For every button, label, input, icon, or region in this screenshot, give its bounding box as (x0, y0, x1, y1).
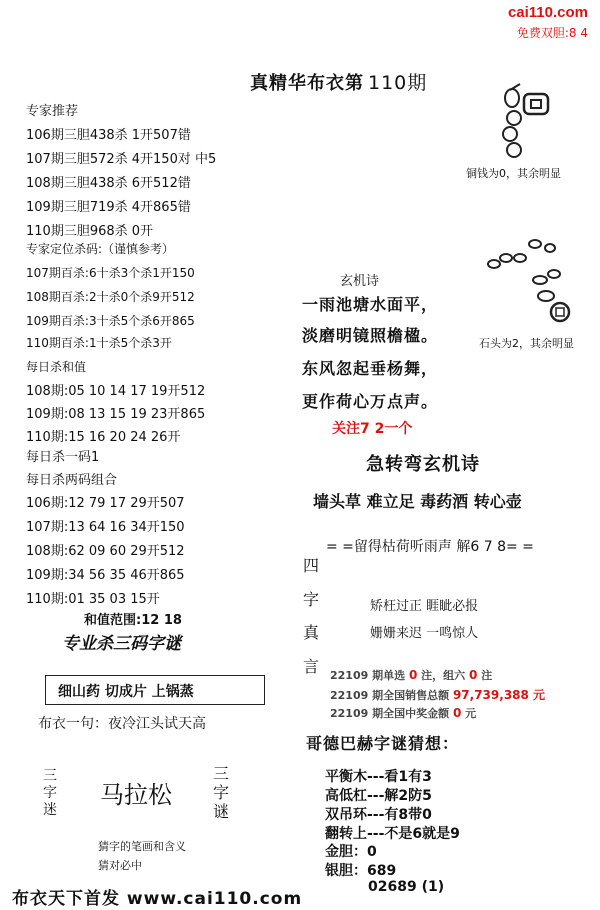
pair-kill-line: 106期:12 79 17 29开507 (26, 496, 185, 511)
riddle-text: 细山药 切成片 上锅蒸 (58, 684, 194, 700)
expert-line: 106期三胆438杀 1开507错 (26, 128, 191, 143)
page-title (250, 68, 427, 95)
expert-line: 109期三胆719杀 4开865错 (26, 200, 191, 215)
pair-kill-line: 107期:13 64 16 34开150 (26, 520, 185, 535)
xuanji-line: 墙头草 难立足 毒药酒 转心壶 (313, 492, 522, 511)
position-kill-line: 108期百杀:2十杀0个杀9开512 (26, 290, 195, 304)
side-right-label: 三 字 谜 (213, 764, 230, 821)
pair-kill-line: 110期:01 35 03 15开 (26, 592, 160, 607)
pair-kill-title: 每日杀两码组合 (26, 473, 118, 488)
position-kill-title: 专家定位杀码:（谨慎参考） (26, 242, 175, 256)
goldbach-line: 翻转上---不是6就是9 (325, 826, 460, 842)
hint-line: 猜对必中 (98, 859, 142, 872)
buyi-line: 布衣一句：夜冷江头试天高 (38, 716, 206, 732)
four-word-label: 真 (303, 623, 320, 642)
riddle-title: 专业杀三码字谜 (62, 634, 181, 654)
goldbach-line: 平衡木---看1有3 (325, 769, 432, 785)
hint-line: 猜字的笔画和含义 (98, 840, 186, 853)
title-text: 真精华布衣第 (250, 73, 364, 94)
coin-caption: 铜钱为0，其余明显 (466, 167, 561, 180)
position-kill-line: 107期百杀:6十杀3个杀1开150 (26, 266, 195, 280)
poem-title: 玄机诗 (340, 274, 380, 289)
poem-line: 更作荷心万点声。 (302, 392, 439, 411)
site-name: cai110.com (507, 4, 588, 21)
sum-kill-title: 每日杀和值 (26, 360, 87, 374)
position-kill-line: 110期百杀:1十杀5个杀3开 (26, 336, 172, 350)
focus-note: 关注7 2一个 (332, 421, 413, 437)
sum-kill-line: 109期:08 13 15 19 23开865 (26, 407, 206, 422)
four-word-label: 四 (303, 556, 320, 575)
lottery-line: 22109 期全国中奖金额 0 元 (330, 706, 477, 720)
issue-number: 110期 (368, 72, 428, 94)
poem-line: 一雨池塘水面平， (302, 295, 439, 314)
expert-line: 110期三胆968杀 0开 (26, 224, 154, 239)
coin-drawing (490, 80, 580, 162)
sum-range: 和值范围:12 18 (84, 613, 182, 628)
four-word-line: 姗姗来迟 一鸣惊人 (370, 626, 479, 641)
silver-pick: 银胆：689 (325, 863, 397, 879)
pair-kill-line: 108期:62 09 60 29开512 (26, 544, 185, 559)
side-left-label: 三 字 迷 (43, 768, 57, 818)
sum-kill-line: 110期:15 16 20 24 26开 (26, 430, 181, 445)
lottery-line: 22109 期全国销售总额 97,739,388 元 (330, 688, 546, 702)
xuanji-title: 急转弯玄机诗 (366, 454, 480, 475)
kill-one-code: 每日杀一码1 (26, 450, 100, 465)
four-word-line: 矫枉过正 睚眦必报 (370, 599, 479, 614)
gold-pick: 金胆：0 (325, 844, 377, 860)
marathon-riddle: 马拉松 (100, 781, 172, 809)
stone-drawing (480, 236, 590, 326)
position-kill-line: 109期百杀:3十杀5个杀6开865 (26, 314, 195, 328)
expert-line: 108期三胆438杀 6开512错 (26, 176, 191, 191)
free-double-badge: 免费双胆:8 4 (516, 26, 588, 40)
poem-line: 东风忽起垂杨舞， (302, 359, 439, 378)
four-word-label: 字 (303, 590, 320, 609)
four-word-label: 言 (303, 657, 320, 676)
poem-line: 淡磨明镜照檐楹。 (302, 326, 439, 345)
goldbach-title: 哥德巴赫字谜猜想： (306, 734, 460, 753)
pair-kill-line: 109期:34 56 35 46开865 (26, 568, 185, 583)
footer-banner: 布衣天下首发 www.cai110.com (12, 889, 303, 909)
remain-line: = =留得枯荷听雨声 解6 7 8= = (326, 539, 534, 555)
expert-line: 107期三胆572杀 4开150对 中5 (26, 152, 217, 167)
stone-caption: 石头为2，其余明显 (479, 337, 574, 350)
goldbach-line: 双吊环---有8带0 (325, 807, 432, 823)
expert-title: 专家推荐 (26, 104, 79, 119)
lottery-line: 22109 期单选 0 注，组六 0 注 (330, 668, 493, 682)
sum-kill-line: 108期:05 10 14 17 19开512 (26, 384, 206, 399)
goldbach-line: 高低杠---解2防5 (325, 788, 432, 804)
final-pick: 02689 (1) (368, 879, 445, 895)
